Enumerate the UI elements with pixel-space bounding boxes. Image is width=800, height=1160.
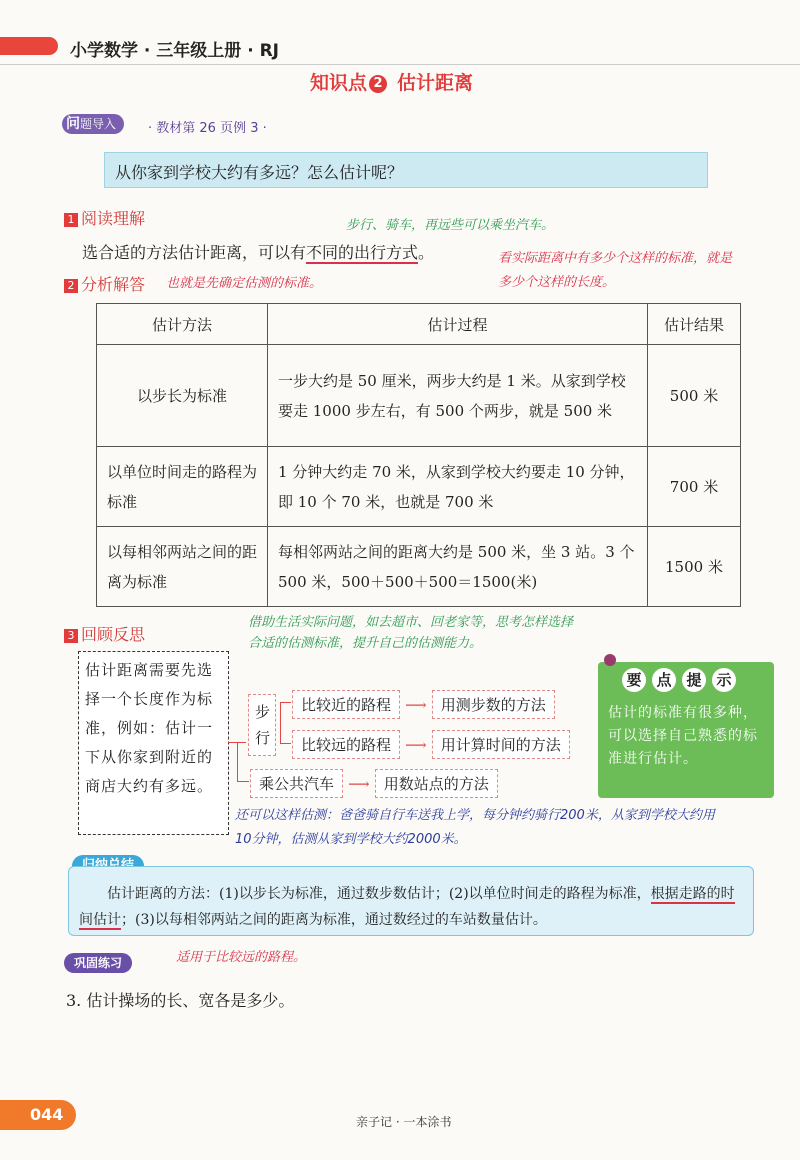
tips-char-2: 点 [652, 668, 676, 692]
row2-process: 1 分钟大约走 70 米，从家到学校大约要走 10 分钟，即 10 个 70 米，也就是 700 米 [268, 447, 648, 527]
tips-char-3: 提 [682, 668, 706, 692]
branch-2-cond: 比较远的路程 [292, 730, 400, 759]
branch-1-method: 用测步数的方法 [432, 690, 555, 719]
table-row [97, 527, 741, 607]
th-method: 估计方法 [97, 304, 268, 345]
kp-label: 知识点 [310, 72, 368, 94]
kp-title: 估计距离 [397, 72, 474, 94]
arrow-right-icon: ⟶ [348, 775, 370, 793]
intro-question-box [104, 152, 708, 188]
practice-badge [64, 953, 132, 973]
practice-label: 巩固练习 [74, 956, 123, 970]
sec2-note-red-inline: 也就是先确定估测的标准。 [166, 276, 323, 291]
header-line [0, 64, 800, 65]
walk-label [248, 694, 276, 756]
arrow-right-icon: ⟶ [405, 696, 427, 714]
sec3-note-blue: 还可以这样估测：爸爸骑自行车送我上学，每分钟约骑行200米，从家到学校大约用10分钟，估测从家到学校大约2000米。 [235, 808, 715, 847]
tips-title [622, 668, 736, 692]
tips-char-1: 要 [622, 668, 646, 692]
reflect-left-text: 估计距离需要先选择一个长度作为标准，例如：估计一下从你家到附近的商店大约有多远。 [85, 661, 214, 795]
row1-result: 500 米 [648, 345, 741, 447]
reflect-left-box [78, 651, 229, 835]
estimate-table [96, 303, 741, 607]
branch-1-cond: 比较近的路程 [292, 690, 400, 719]
summary-box [68, 866, 754, 936]
page-number: 044 [30, 1105, 64, 1124]
sec1-title [64, 206, 145, 229]
footer-brand: 亲子记 · 一本涂书 [356, 1115, 452, 1129]
table-row [97, 345, 741, 447]
walk-bracket [280, 702, 291, 744]
header-tab [0, 37, 58, 55]
sec1-text-after: 。 [418, 243, 435, 262]
branch-2 [292, 730, 570, 759]
intro-ref: · 教材第 26 页例 3 · [148, 121, 267, 136]
sec3-title [64, 622, 145, 645]
sec2-title [64, 272, 145, 295]
sec2-num: 2 [64, 279, 78, 293]
intro-badge-char: 问 [66, 116, 80, 132]
row2-method: 以单位时间走的路程为标准 [97, 447, 268, 527]
sec3-title-text: 回顾反思 [81, 625, 146, 644]
branch-3-method: 用数站点的方法 [375, 769, 498, 798]
table-row [97, 447, 741, 527]
row3-result: 1500 米 [648, 527, 741, 607]
connector-line [237, 742, 238, 782]
sec1-num: 1 [64, 213, 78, 227]
sec1-note-green: 步行、骑车，再远些可以乘坐汽车。 [346, 218, 555, 233]
sec1-text-before: 选合适的方法估计距离，可以有 [82, 243, 307, 262]
row1-process: 一步大约是 50 厘米，两步大约是 1 米。从家到学校要走 1000 步左右，有 500 个两步，就是 500 米 [268, 345, 648, 447]
th-result: 估计结果 [648, 304, 741, 345]
intro-badge [62, 114, 124, 134]
branch-3-cond: 乘公共汽车 [250, 769, 343, 798]
branch-2-method: 用计算时间的方法 [432, 730, 570, 759]
sec2-note-red-right: 看实际距离中有多少个这样的标准，就是多少个这样的长度。 [498, 251, 733, 290]
pushpin-icon [604, 654, 616, 666]
row3-method: 以每相邻两站之间的距离为标准 [97, 527, 268, 607]
sec3-num: 3 [64, 629, 78, 643]
arrow-right-icon: ⟶ [405, 736, 427, 754]
intro-question: 从你家到学校大约有多远？怎么估计呢？ [115, 163, 404, 182]
row3-process: 每相邻两站之间的距离大约是 500 米，坐 3 站。3 个 500 米，500＋500＋500＝1500(米) [268, 527, 648, 607]
sec3-note-green: 借助生活实际问题，如去超市、回老家等，思考怎样选择合适的估测标准，提升自己的估测能力。 [248, 615, 574, 651]
tips-char-4: 示 [712, 668, 736, 692]
walk-label-text: 步行 [255, 703, 271, 747]
table-header-row [97, 304, 741, 345]
book-title: 小学数学 · 三年级上册 · RJ [70, 41, 280, 61]
row1-method: 以步长为标准 [97, 345, 268, 447]
practice-note-red: 适用于比较远的路程。 [176, 950, 307, 965]
sec1-text-underlined: 不同的出行方式 [306, 243, 419, 262]
row2-result: 700 米 [648, 447, 741, 527]
branch-3 [250, 769, 498, 798]
tips-text: 估计的标准有很多种，可以选择自己熟悉的标准进行估计。 [608, 705, 758, 767]
page-number-tab [0, 1100, 76, 1130]
knowledge-point-title [310, 68, 473, 95]
summary-text-after: ；(3)以每相邻两站之间的距离为标准，通过数经过的车站数量估计。 [121, 912, 547, 928]
tips-box [598, 662, 774, 798]
sec1-text [82, 240, 434, 263]
branch-1 [292, 690, 555, 719]
th-process: 估计过程 [268, 304, 648, 345]
connector-line [237, 781, 249, 782]
sec1-title-text: 阅读理解 [81, 209, 146, 228]
sec2-title-text: 分析解答 [81, 275, 146, 294]
summary-text-underlined: 根据走路的时间估计 [79, 886, 735, 928]
kp-number: 2 [369, 75, 387, 93]
practice-question: 3. 估计操场的长、宽各是多少。 [66, 991, 295, 1010]
summary-text [79, 881, 747, 933]
summary-text-before: 估计距离的方法：(1)以步长为标准，通过数步数估计；(2)以单位时间走的路程为标准， [107, 886, 651, 902]
intro-badge-text: 题导入 [80, 117, 117, 131]
